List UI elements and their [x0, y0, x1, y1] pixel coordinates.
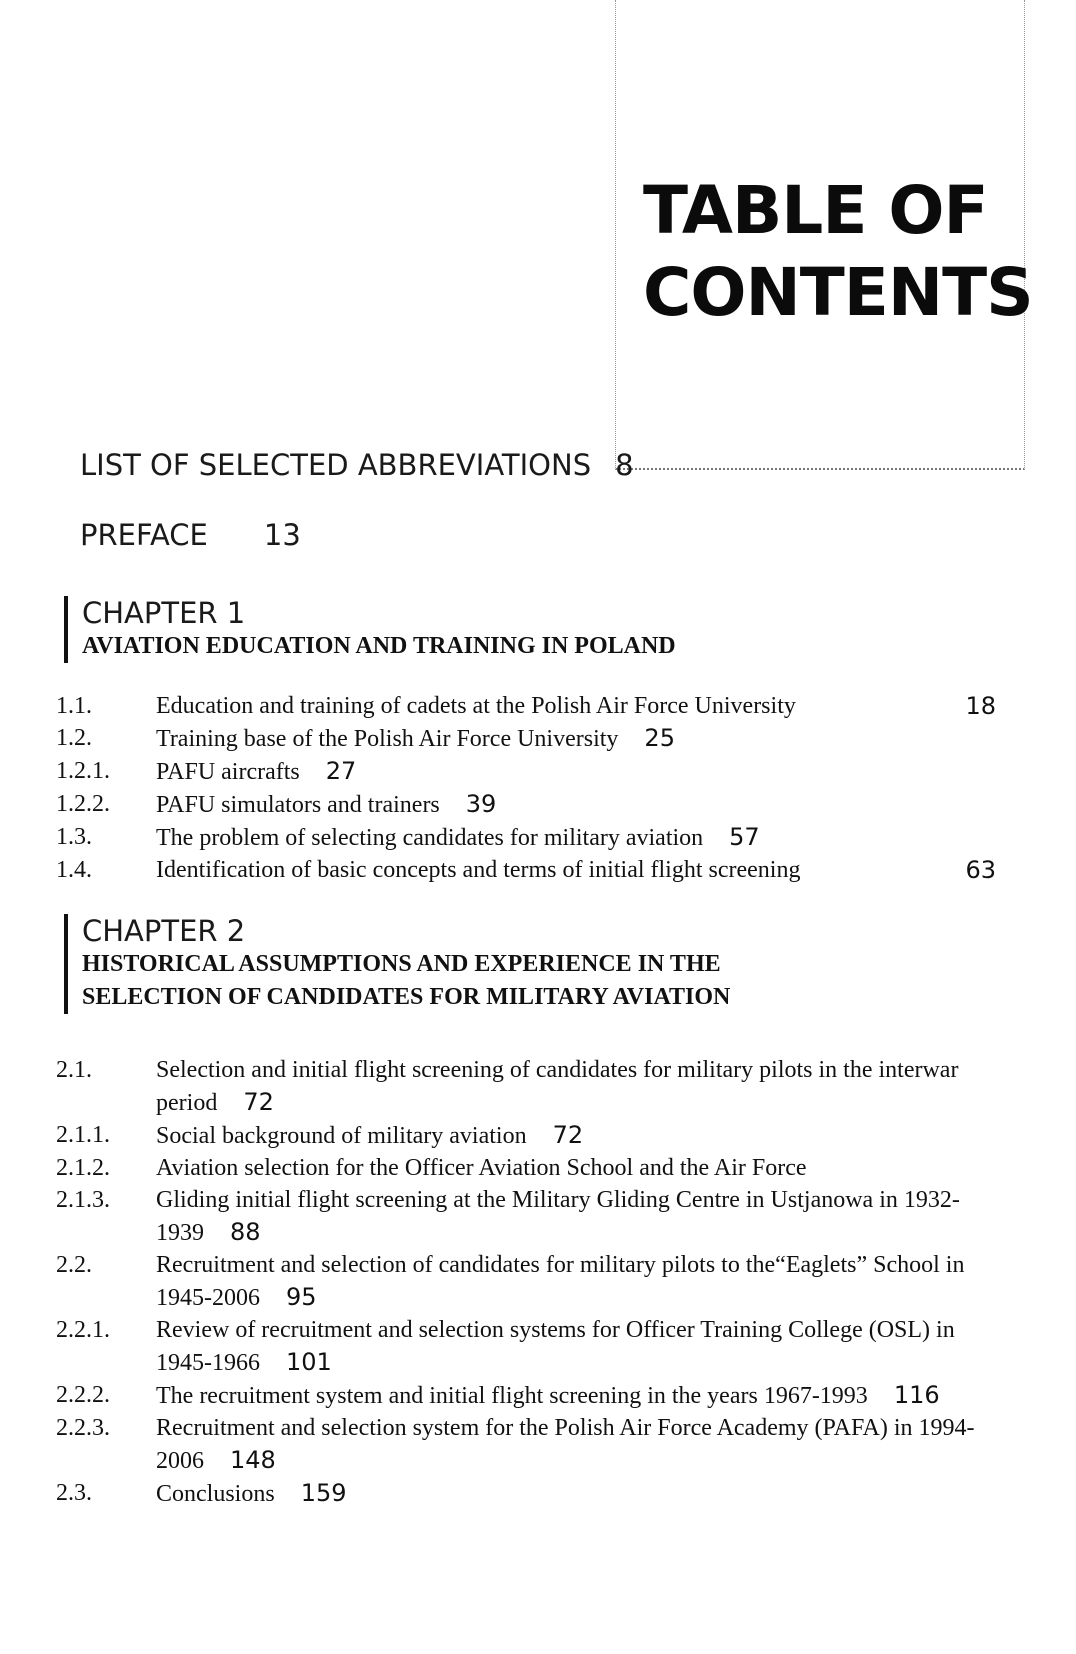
toc-entry-title: PAFU simulators and trainers 39 [156, 790, 497, 818]
toc-entry-title: PAFU aircrafts 27 [156, 757, 357, 785]
toc-entry-title: Recruitment and selection of candidates for military pilots to the“Eaglets” School in 1945-2006 95 [156, 1252, 965, 1311]
toc-entry[interactable] [56, 690, 996, 722]
toc-page-number: 8 [615, 448, 634, 482]
toc-page-number: 95 [286, 1283, 317, 1311]
toc-entry[interactable] [56, 1152, 996, 1184]
toc-entry-number: 2.1. [56, 1057, 92, 1083]
toc-entry-title: Conclusions 159 [156, 1479, 347, 1507]
toc-entry-number: 2.2. [56, 1252, 92, 1278]
toc-entry[interactable] [56, 821, 996, 854]
toc-entry[interactable] [56, 1184, 996, 1249]
toc-page-number: 18 [965, 692, 996, 720]
toc-page-number: 148 [230, 1446, 276, 1474]
toc-page-number: 63 [965, 856, 996, 884]
toc-entry[interactable] [56, 755, 996, 788]
toc-entry[interactable] [56, 1379, 996, 1412]
toc-entry-number: 2.2.1. [56, 1317, 110, 1343]
toc-entry[interactable] [56, 1119, 996, 1152]
toc-entry-title: Identification of basic concepts and terms of initial flight screening [156, 857, 801, 883]
toc-abbreviations[interactable] [80, 448, 634, 482]
toc-entry-number: 2.1.3. [56, 1187, 110, 1213]
toc-page-number: 116 [893, 1381, 940, 1409]
toc-page-number: 159 [300, 1479, 347, 1507]
chapter-2-entries [56, 1054, 996, 1510]
chapter-label: CHAPTER 2 [82, 914, 246, 948]
title-line-1: TABLE OF [643, 172, 988, 249]
toc-entry-number: 1.3. [56, 824, 92, 850]
toc-entry-title: Education and training of cadets at the Polish Air Force University [156, 693, 796, 719]
toc-entry[interactable] [56, 788, 996, 821]
toc-entry-number: 2.1.1. [56, 1122, 110, 1148]
toc-page-number: 101 [286, 1348, 332, 1376]
toc-entry-title: The recruitment system and initial flight screening in the years 1967-1993 116 [156, 1381, 940, 1409]
toc-entry-number: 1.2.2. [56, 791, 110, 817]
toc-entry[interactable] [56, 1054, 996, 1119]
toc-page-number: 39 [465, 790, 497, 818]
toc-entry-title: Recruitment and selection system for the Polish Air Force Academy (PAFA) in 1994-2006 148 [156, 1415, 975, 1474]
toc-label: PREFACE [80, 518, 208, 552]
toc-page-number: 13 [263, 518, 301, 552]
toc-entry-title: Review of recruitment and selection systems for Officer Training College (OSL) in 1945-1966 101 [156, 1317, 955, 1376]
toc-page-number: 27 [325, 757, 357, 785]
toc-entry-number: 1.2.1. [56, 758, 110, 784]
toc-label: LIST OF SELECTED ABBREVIATIONS [80, 448, 592, 482]
toc-entry-number: 1.2. [56, 725, 92, 751]
toc-entry-title: Social background of military aviation 72 [156, 1121, 584, 1149]
page-title [643, 170, 1033, 334]
toc-entry-number: 2.3. [56, 1480, 92, 1506]
toc-entry-number: 2.2.3. [56, 1415, 110, 1441]
toc-entry-title: Selection and initial flight screening of candidates for military pilots in the interwar period 72 [156, 1057, 959, 1116]
toc-entry[interactable] [56, 1249, 996, 1314]
toc-entry-title: Gliding initial flight screening at the Military Gliding Centre in Ustjanowa in 1932-1939 88 [156, 1187, 960, 1246]
chapter-label: CHAPTER 1 [82, 596, 246, 630]
toc-entry[interactable] [56, 722, 996, 755]
toc-entry[interactable] [56, 1477, 996, 1510]
toc-entry-number: 2.1.2. [56, 1155, 110, 1181]
toc-entry[interactable] [56, 1412, 996, 1477]
toc-entry-number: 1.1. [56, 693, 92, 719]
toc-entry[interactable] [56, 854, 996, 886]
toc-page-number: 72 [552, 1121, 584, 1149]
toc-page-number: 57 [729, 823, 760, 851]
toc-entry-title: Training base of the Polish Air Force University 25 [156, 724, 675, 752]
chapter-1-entries [56, 690, 996, 886]
chapter-title: HISTORICAL ASSUMPTIONS AND EXPERIENCE IN THE SELECTION OF CANDIDATES FOR MILITARY AVIATION [82, 951, 731, 1010]
toc-entry[interactable] [56, 1314, 996, 1379]
chapter-2-heading [64, 914, 742, 1014]
toc-page-number: 88 [230, 1218, 261, 1246]
toc-page-number: 25 [644, 724, 675, 752]
toc-page-number: 72 [243, 1088, 274, 1116]
chapter-1-heading [64, 596, 676, 663]
chapter-title: AVIATION EDUCATION AND TRAINING IN POLAND [82, 633, 676, 659]
toc-entry-number: 1.4. [56, 857, 92, 883]
toc-entry-title: Aviation selection for the Officer Aviation School and the Air Force [156, 1155, 807, 1181]
toc-entry-title: The problem of selecting candidates for military aviation 57 [156, 823, 760, 851]
toc-preface[interactable] [80, 518, 301, 552]
toc-entry-number: 2.2.2. [56, 1382, 110, 1408]
title-line-2: CONTENTS [643, 254, 1033, 331]
